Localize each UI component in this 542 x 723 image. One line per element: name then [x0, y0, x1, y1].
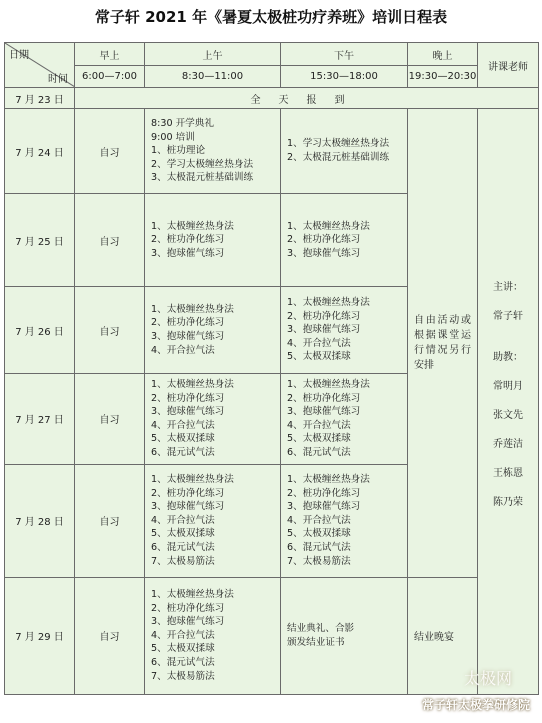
date-cell: 7 月 27 日	[5, 374, 75, 465]
list-item: 6、混元试气法	[151, 541, 215, 553]
teacher-list	[478, 109, 539, 695]
list-item: 4、开合拉气法	[287, 419, 351, 431]
early-session: 自习	[75, 577, 145, 694]
list-item: 7、太极易筋法	[151, 670, 215, 682]
list-item: 3、太极混元桩基础训练	[151, 172, 254, 184]
assistant-name: 乔莲洁	[493, 439, 523, 450]
early-session: 自习	[75, 287, 145, 374]
afternoon-session	[281, 194, 408, 287]
date-cell: 7 月 24 日	[5, 109, 75, 194]
list-item: 1、太极缠丝热身法	[151, 588, 234, 600]
list-item: 3、抱球催气练习	[287, 247, 361, 259]
assistant-label: 助教：	[493, 352, 523, 363]
list-item: 6、混元试气法	[151, 656, 215, 668]
watermark: 常子轩太极拳研修院	[421, 698, 530, 712]
col-header-teacher: 讲课老师	[478, 43, 539, 88]
afternoon-session	[281, 287, 408, 374]
list-item: 4、开合拉气法	[151, 344, 215, 356]
list-item: 1、太极缠丝热身法	[287, 297, 370, 309]
schedule-table	[4, 42, 539, 695]
list-item: 2、桩功净化练习	[287, 310, 361, 322]
list-item: 2、桩功净化练习	[287, 392, 361, 404]
list-item: 3、抱球催气练习	[151, 616, 225, 628]
date-cell: 7 月 28 日	[5, 464, 75, 577]
col-header-morning: 上午	[145, 43, 281, 66]
corner-time-label: 时间	[48, 74, 68, 85]
corner-date-label: 日期	[9, 50, 29, 61]
list-item: 3、抱球催气练习	[151, 331, 225, 342]
list-item: 1、桩功理论	[151, 145, 206, 157]
list-item: 4、开合拉气法	[151, 419, 215, 431]
assistant-name: 张文先	[493, 410, 523, 421]
morning-session	[145, 109, 281, 194]
early-session: 自习	[75, 109, 145, 194]
list-item: 9:00 培训	[151, 131, 195, 143]
main-teacher-label: 主讲：	[493, 282, 523, 293]
col-header-early: 早上	[75, 43, 145, 66]
afternoon-session	[281, 577, 408, 694]
list-item: 2、桩功净化练习	[151, 317, 225, 329]
list-item: 2、桩功净化练习	[287, 487, 361, 499]
morning-session	[145, 287, 281, 374]
list-item: 5、太极双揉球	[151, 433, 215, 445]
list-item: 1、太极缠丝热身法	[287, 220, 370, 232]
list-item: 1、太极缠丝热身法	[151, 220, 234, 232]
morning-session	[145, 464, 281, 577]
list-item: 6、混元试气法	[151, 446, 215, 458]
time-early: 6:00—7:00	[75, 66, 145, 88]
list-item: 2、桩功净化练习	[151, 392, 225, 404]
list-item: 4、开合拉气法	[287, 337, 351, 349]
list-item: 3、抱球催气练习	[151, 247, 225, 259]
evening-session: 自由活动或根据课堂运行情况另行安排	[408, 109, 478, 578]
list-item: 3、抱球催气练习	[287, 406, 361, 418]
list-item: 1、太极缠丝热身法	[151, 473, 234, 485]
page-title: 常子轩 2021 年《暑夏太极桩功疗养班》培训日程表	[94, 8, 448, 26]
morning-session	[145, 194, 281, 287]
list-item: 2、桩功净化练习	[287, 234, 361, 246]
watermark-logo: 太极网	[463, 669, 512, 688]
list-item: 7、太极易筋法	[151, 555, 215, 567]
early-session: 自习	[75, 194, 145, 287]
time-morning: 8:30—11:00	[145, 66, 281, 88]
list-item: 5、太极双揉球	[287, 433, 351, 445]
list-item: 4、开合拉气法	[287, 514, 351, 526]
morning-session	[145, 374, 281, 465]
afternoon-session	[281, 109, 408, 194]
assistant-name: 常明月	[493, 381, 523, 392]
list-item: 2、桩功净化练习	[151, 487, 225, 499]
time-afternoon: 15:30—18:00	[281, 66, 408, 88]
assistant-name: 陈乃荣	[493, 497, 523, 508]
header-corner	[5, 43, 75, 88]
list-item: 4、开合拉气法	[151, 514, 215, 526]
list-item: 3、抱球催气练习	[287, 324, 361, 336]
date-cell: 7 月 26 日	[5, 287, 75, 374]
list-item: 1、太极缠丝热身法	[287, 473, 370, 485]
list-item: 1、太极缠丝热身法	[151, 379, 234, 390]
list-item: 1、太极缠丝热身法	[287, 379, 370, 390]
list-item: 2、桩功净化练习	[151, 234, 225, 246]
list-item: 1、太极缠丝热身法	[151, 303, 234, 315]
list-item: 3、抱球催气练习	[287, 501, 361, 513]
list-item: 5、太极双揉球	[151, 528, 215, 540]
list-item: 4、开合拉气法	[151, 629, 215, 641]
early-session: 自习	[75, 374, 145, 465]
afternoon-session	[281, 374, 408, 465]
date-cell: 7 月 29 日	[5, 577, 75, 694]
main-teacher: 常子轩	[493, 311, 523, 322]
early-session: 自习	[75, 464, 145, 577]
col-header-evening: 晚上	[408, 43, 478, 66]
list-item: 7、太极易筋法	[287, 555, 351, 567]
list-item: 6、混元试气法	[287, 446, 351, 458]
list-item: 2、桩功净化练习	[151, 602, 225, 614]
time-evening: 19:30—20:30	[408, 66, 478, 88]
list-item: 6、混元试气法	[287, 541, 351, 553]
list-item: 3、抱球催气练习	[151, 406, 225, 418]
list-item: 8:30 开学典礼	[151, 118, 214, 130]
assistant-name: 王栋恩	[493, 468, 523, 479]
morning-session	[145, 577, 281, 694]
list-item: 5、太极双揉球	[287, 351, 351, 363]
evening-session: 结业晚宴	[408, 577, 478, 694]
afternoon-session	[281, 464, 408, 577]
list-item: 结业典礼、合影	[287, 622, 355, 634]
list-item: 2、太极混元桩基础训练	[287, 152, 390, 163]
col-header-afternoon: 下午	[281, 43, 408, 66]
list-item: 1、学习太极缠丝热身法	[287, 138, 390, 150]
list-item: 3、抱球催气练习	[151, 501, 225, 513]
list-item: 2、学习太极缠丝热身法	[151, 158, 254, 170]
date-cell: 7 月 25 日	[5, 194, 75, 287]
list-item: 5、太极双揉球	[287, 528, 351, 540]
list-item: 5、太极双揉球	[151, 643, 215, 655]
full-day-registration: 全天报到	[75, 88, 539, 109]
list-item: 颁发结业证书	[287, 636, 345, 648]
date-cell: 7 月 23 日	[5, 88, 75, 109]
